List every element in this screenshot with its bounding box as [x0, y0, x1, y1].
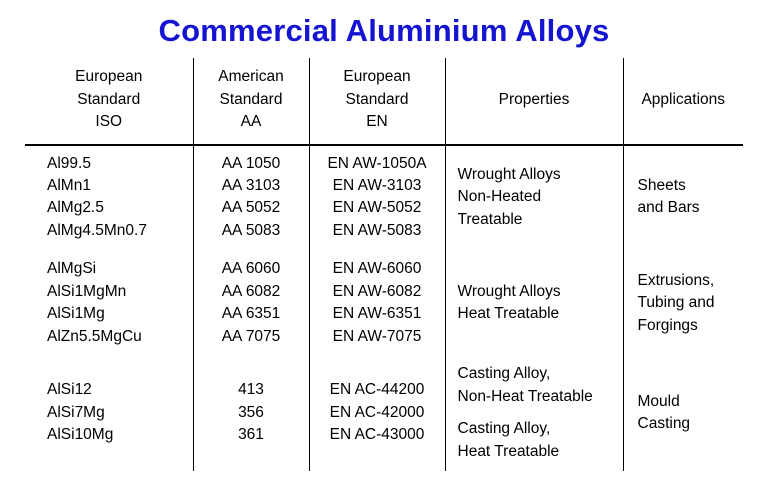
table-body — [25, 145, 743, 472]
cell-applications-group1: Sheets and Bars — [637, 176, 700, 217]
table-row — [25, 251, 743, 357]
cell-properties-group2: Wrought Alloys Heat Treatable — [445, 251, 623, 357]
table-row — [25, 357, 743, 471]
cell-iso-group3: AlSi12 AlSi7Mg AlSi10Mg — [25, 357, 193, 471]
column-header-european-en: European Standard EN — [309, 58, 445, 144]
table-row — [25, 145, 743, 252]
column-header-european-iso: European Standard ISO — [25, 58, 193, 144]
cell-applications-group3: Mould Casting — [637, 392, 691, 433]
cell-en-group2: EN AW-6060 EN AW-6082 EN AW-6351 EN AW-7075 — [309, 251, 445, 357]
cell-aa-group3: 413 356 361 — [193, 357, 309, 471]
cell-properties-group1: Wrought Alloys Non-Heated Treatable — [445, 145, 623, 252]
cell-properties-group3: Casting Alloy, Non-Heat Treatable Casting Alloy, Heat Treatable — [445, 357, 623, 471]
cell-en-group1: EN AW-1050A EN AW-3103 EN AW-5052 EN AW-5083 — [309, 145, 445, 252]
column-header-american-aa: American Standard AA — [193, 58, 309, 144]
cell-aa-group1: AA 1050 AA 3103 AA 5052 AA 5083 — [193, 145, 309, 252]
cell-iso-group1: Al99.5 AlMn1 AlMg2.5 AlMg4.5Mn0.7 — [25, 145, 193, 252]
table-head — [25, 58, 743, 144]
column-header-properties: Properties — [445, 58, 623, 144]
cell-iso-group2: AlMgSi AlSi1MgMn AlSi1Mg AlZn5.5MgCu — [25, 251, 193, 357]
table-header-row — [25, 58, 743, 144]
aluminium-alloys-table — [25, 58, 743, 471]
column-header-applications: Applications — [641, 90, 726, 108]
cell-aa-group2: AA 6060 AA 6082 AA 6351 AA 7075 — [193, 251, 309, 357]
cell-applications-group2: Extrusions, Tubing and Forgings — [637, 271, 715, 334]
cell-en-group3: EN AC-44200 EN AC-42000 EN AC-43000 — [309, 357, 445, 471]
page-title: Commercial Aluminium Alloys — [158, 13, 610, 48]
